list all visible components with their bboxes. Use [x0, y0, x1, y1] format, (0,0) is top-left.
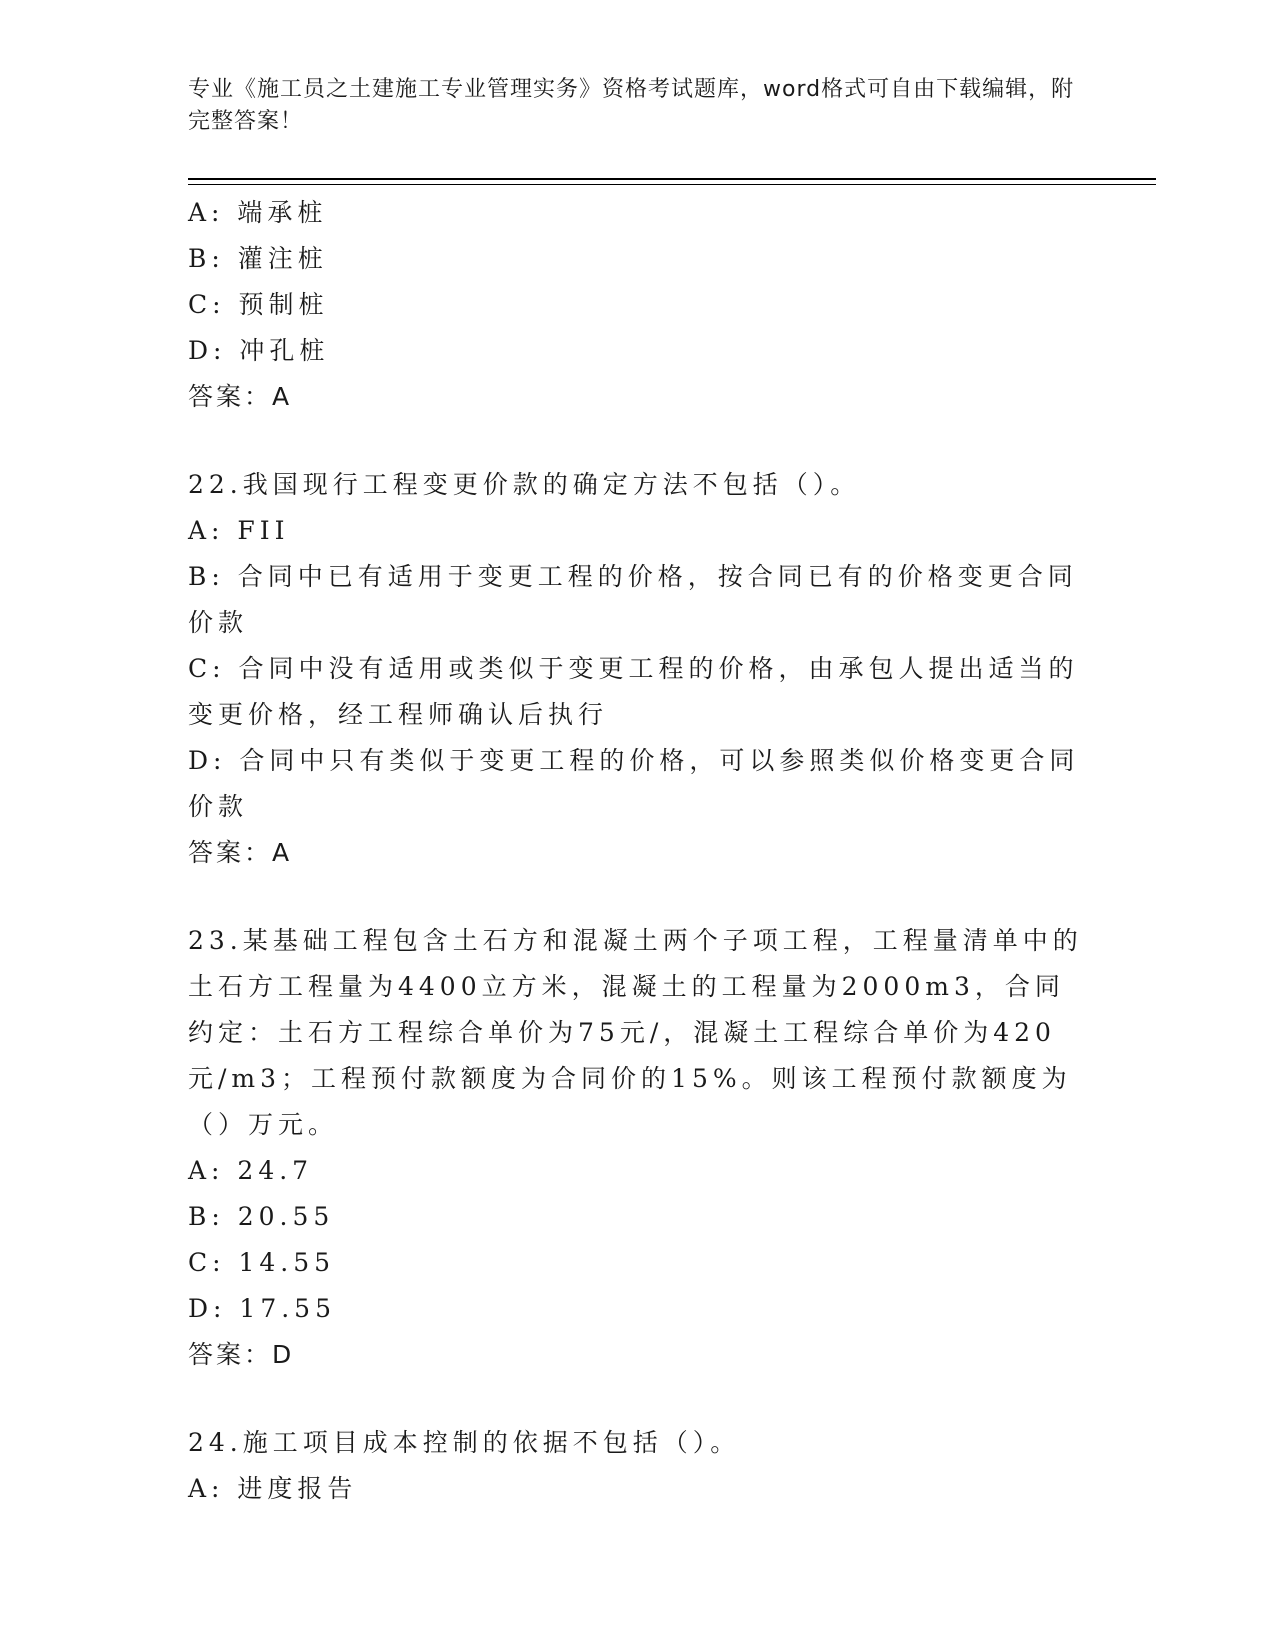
question-stem: 24.施工项目成本控制的依据不包括（）。: [188, 1428, 741, 1457]
option-d: D: 17.55: [188, 1294, 336, 1323]
option-a: A: 进度报告: [188, 1474, 358, 1503]
question-stem: 23.某基础工程包含土石方和混凝土两个子项工程，工程量清单中的土石方工程量为4400立方米，混凝土的工程量为2000m3，合同约定：土石方工程综合单价为75元/，混凝土工程综合单价为420元/m3；工程预付款额度为合同价的15%。则该工程预付款额度为（）万元。: [188, 926, 1083, 1139]
spacer: [188, 1378, 1088, 1420]
option-d: D: 冲孔桩: [188, 336, 330, 365]
header-divider-thin: [188, 184, 1156, 185]
answer-line: 答案：A: [188, 382, 293, 411]
option-c: C: 合同中没有适用或类似于变更工程的价格，由承包人提出适当的变更价格，经工程师确认后执行: [188, 654, 1079, 729]
option-c: C: 预制桩: [188, 290, 329, 319]
answer-line: 答案：D: [188, 1340, 295, 1369]
option-c: C: 14.55: [188, 1248, 336, 1277]
option-a: A: FII: [188, 516, 290, 545]
option-b: B: 20.55: [188, 1202, 335, 1231]
document-header: 专业《施工员之土建施工专业管理实务》资格考试题库，word格式可自由下载编辑，附完整答案！: [188, 77, 1075, 134]
spacer: [188, 420, 1088, 462]
question-list: [188, 190, 1088, 1512]
option-d: D: 合同中只有类似于变更工程的价格，可以参照类似价格变更合同价款: [188, 746, 1080, 821]
answer-line: 答案：A: [188, 838, 293, 867]
option-a: A: 24.7: [188, 1156, 314, 1185]
option-b: B: 合同中已有适用于变更工程的价格，按合同已有的价格变更合同价款: [188, 562, 1078, 637]
header-divider-thick: [188, 178, 1156, 180]
question-24: [188, 1420, 1088, 1512]
option-b: B: 灌注桩: [188, 244, 328, 273]
spacer: [188, 876, 1088, 918]
question-21: [188, 190, 1088, 420]
question-22: [188, 462, 1088, 876]
option-a: A: 端承桩: [188, 198, 328, 227]
question-23: [188, 918, 1088, 1378]
question-stem: 22.我国现行工程变更价款的确定方法不包括（）。: [188, 470, 861, 499]
